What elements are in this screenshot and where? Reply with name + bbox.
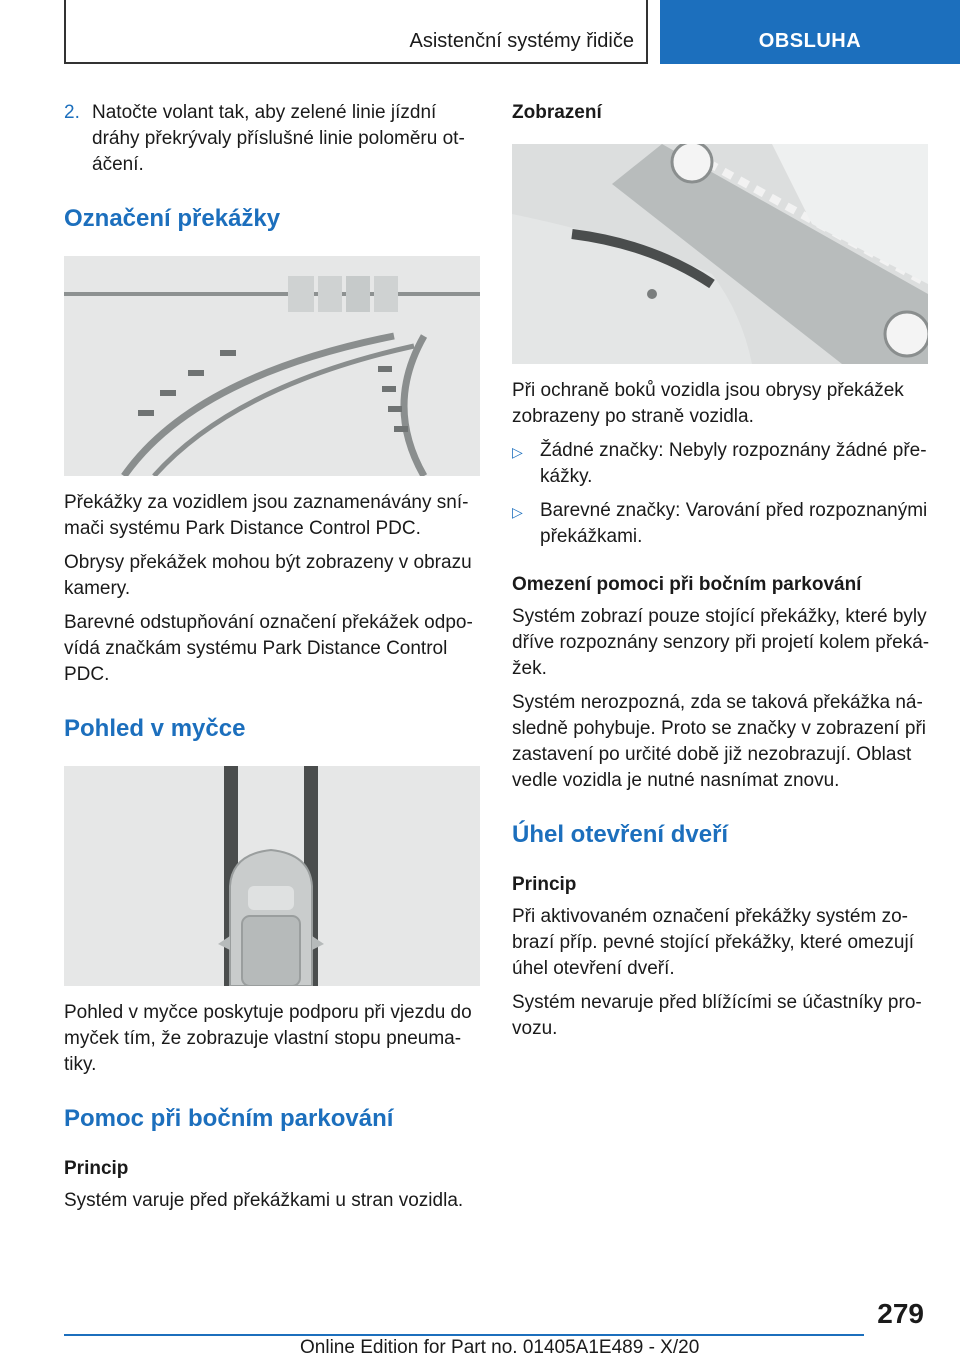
header-box bbox=[64, 0, 648, 64]
page-number: 279 bbox=[877, 1298, 924, 1329]
bullet-item bbox=[512, 498, 932, 550]
step-text: Natočte volant tak, aby zelené linie jízdní dráhy překrývaly příslušné linie poloměru ot- áčení. bbox=[92, 102, 465, 175]
car-wash-figure bbox=[64, 766, 480, 986]
bullet-item bbox=[512, 438, 932, 490]
obstacle-marking-figure bbox=[64, 256, 480, 476]
footer-edition: Online Edition for Part no. 01405A1E489 - X/20 bbox=[300, 1337, 700, 1358]
door-paragraph-2: Systém nevaruje před blížícími se účastníky pro- vozu. bbox=[512, 992, 922, 1039]
footer-divider bbox=[64, 1334, 864, 1336]
limits-paragraph-2: Systém nerozpozná, zda se taková překážka ná- sledně pohybuje. Proto se značky v zobrazení při zastavení po určité době již nezobrazují. Oblast vedle vozidla je nutné nasnímat znovu. bbox=[512, 692, 927, 791]
step-2 bbox=[64, 100, 480, 178]
subheading-principle-right: Princip bbox=[512, 874, 577, 895]
heading-door-angle: Úhel otevření dveří bbox=[512, 821, 729, 848]
subheading-principle-left: Princip bbox=[64, 1158, 129, 1179]
triangle-bullet-icon: ▷ bbox=[512, 444, 523, 460]
subheading-limits: Omezení pomoci při bočním parkování bbox=[512, 574, 862, 595]
obstacle-paragraph-1: Překážky za vozidlem jsou zaznamenávány sní- mači systému Park Distance Control PDC. bbox=[64, 492, 469, 539]
chapter-tab-label: OBSLUHA bbox=[758, 30, 862, 52]
obstacle-paragraph-3: Barevné odstupňování označení překážek odpo- vídá značkám systému Park Distance Control PDC. bbox=[64, 612, 473, 685]
heading-side-parking: Pomoc při bočním parkování bbox=[64, 1105, 394, 1132]
heading-car-wash: Pohled v myčce bbox=[64, 715, 246, 742]
section-title: Asistenční systémy řidiče bbox=[409, 30, 634, 52]
subheading-display: Zobrazení bbox=[512, 102, 602, 123]
side-view-figure bbox=[512, 144, 928, 364]
obstacle-paragraph-2: Obrysy překážek mohou být zobrazeny v obrazu kamery. bbox=[64, 552, 472, 599]
side-parking-paragraph: Systém varuje před překážkami u stran vozidla. bbox=[64, 1190, 464, 1211]
right-column bbox=[512, 100, 932, 1050]
display-paragraph: Při ochraně boků vozidla jsou obrysy překážek zobrazeny po straně vozidla. bbox=[512, 380, 904, 427]
car-wash-paragraph: Pohled v myčce poskytuje podporu při vjezdu do myček tím, že zobrazuje vlastní stopu pneuma- tiky. bbox=[64, 1002, 472, 1075]
heading-obstacle-marking: Označení překážky bbox=[64, 205, 281, 232]
chapter-tab[interactable] bbox=[660, 0, 960, 64]
left-column bbox=[64, 100, 480, 1222]
step-number: 2. bbox=[64, 102, 80, 123]
bullet-text: Žádné značky: Nebyly rozpoznány žádné pře- kážky. bbox=[540, 440, 927, 487]
limits-paragraph-1: Systém zobrazí pouze stojící překážky, které byly dříve rozpoznány senzory při projetí kolem překá- žek. bbox=[512, 606, 930, 679]
bullet-text: Barevné značky: Varování před rozpoznanými překážkami. bbox=[540, 500, 928, 547]
triangle-bullet-icon: ▷ bbox=[512, 504, 523, 520]
door-paragraph-1: Při aktivovaném označení překážky systém zo- brazí příp. pevné stojící překážky, které omezují úhel otevření dveří. bbox=[512, 906, 914, 979]
